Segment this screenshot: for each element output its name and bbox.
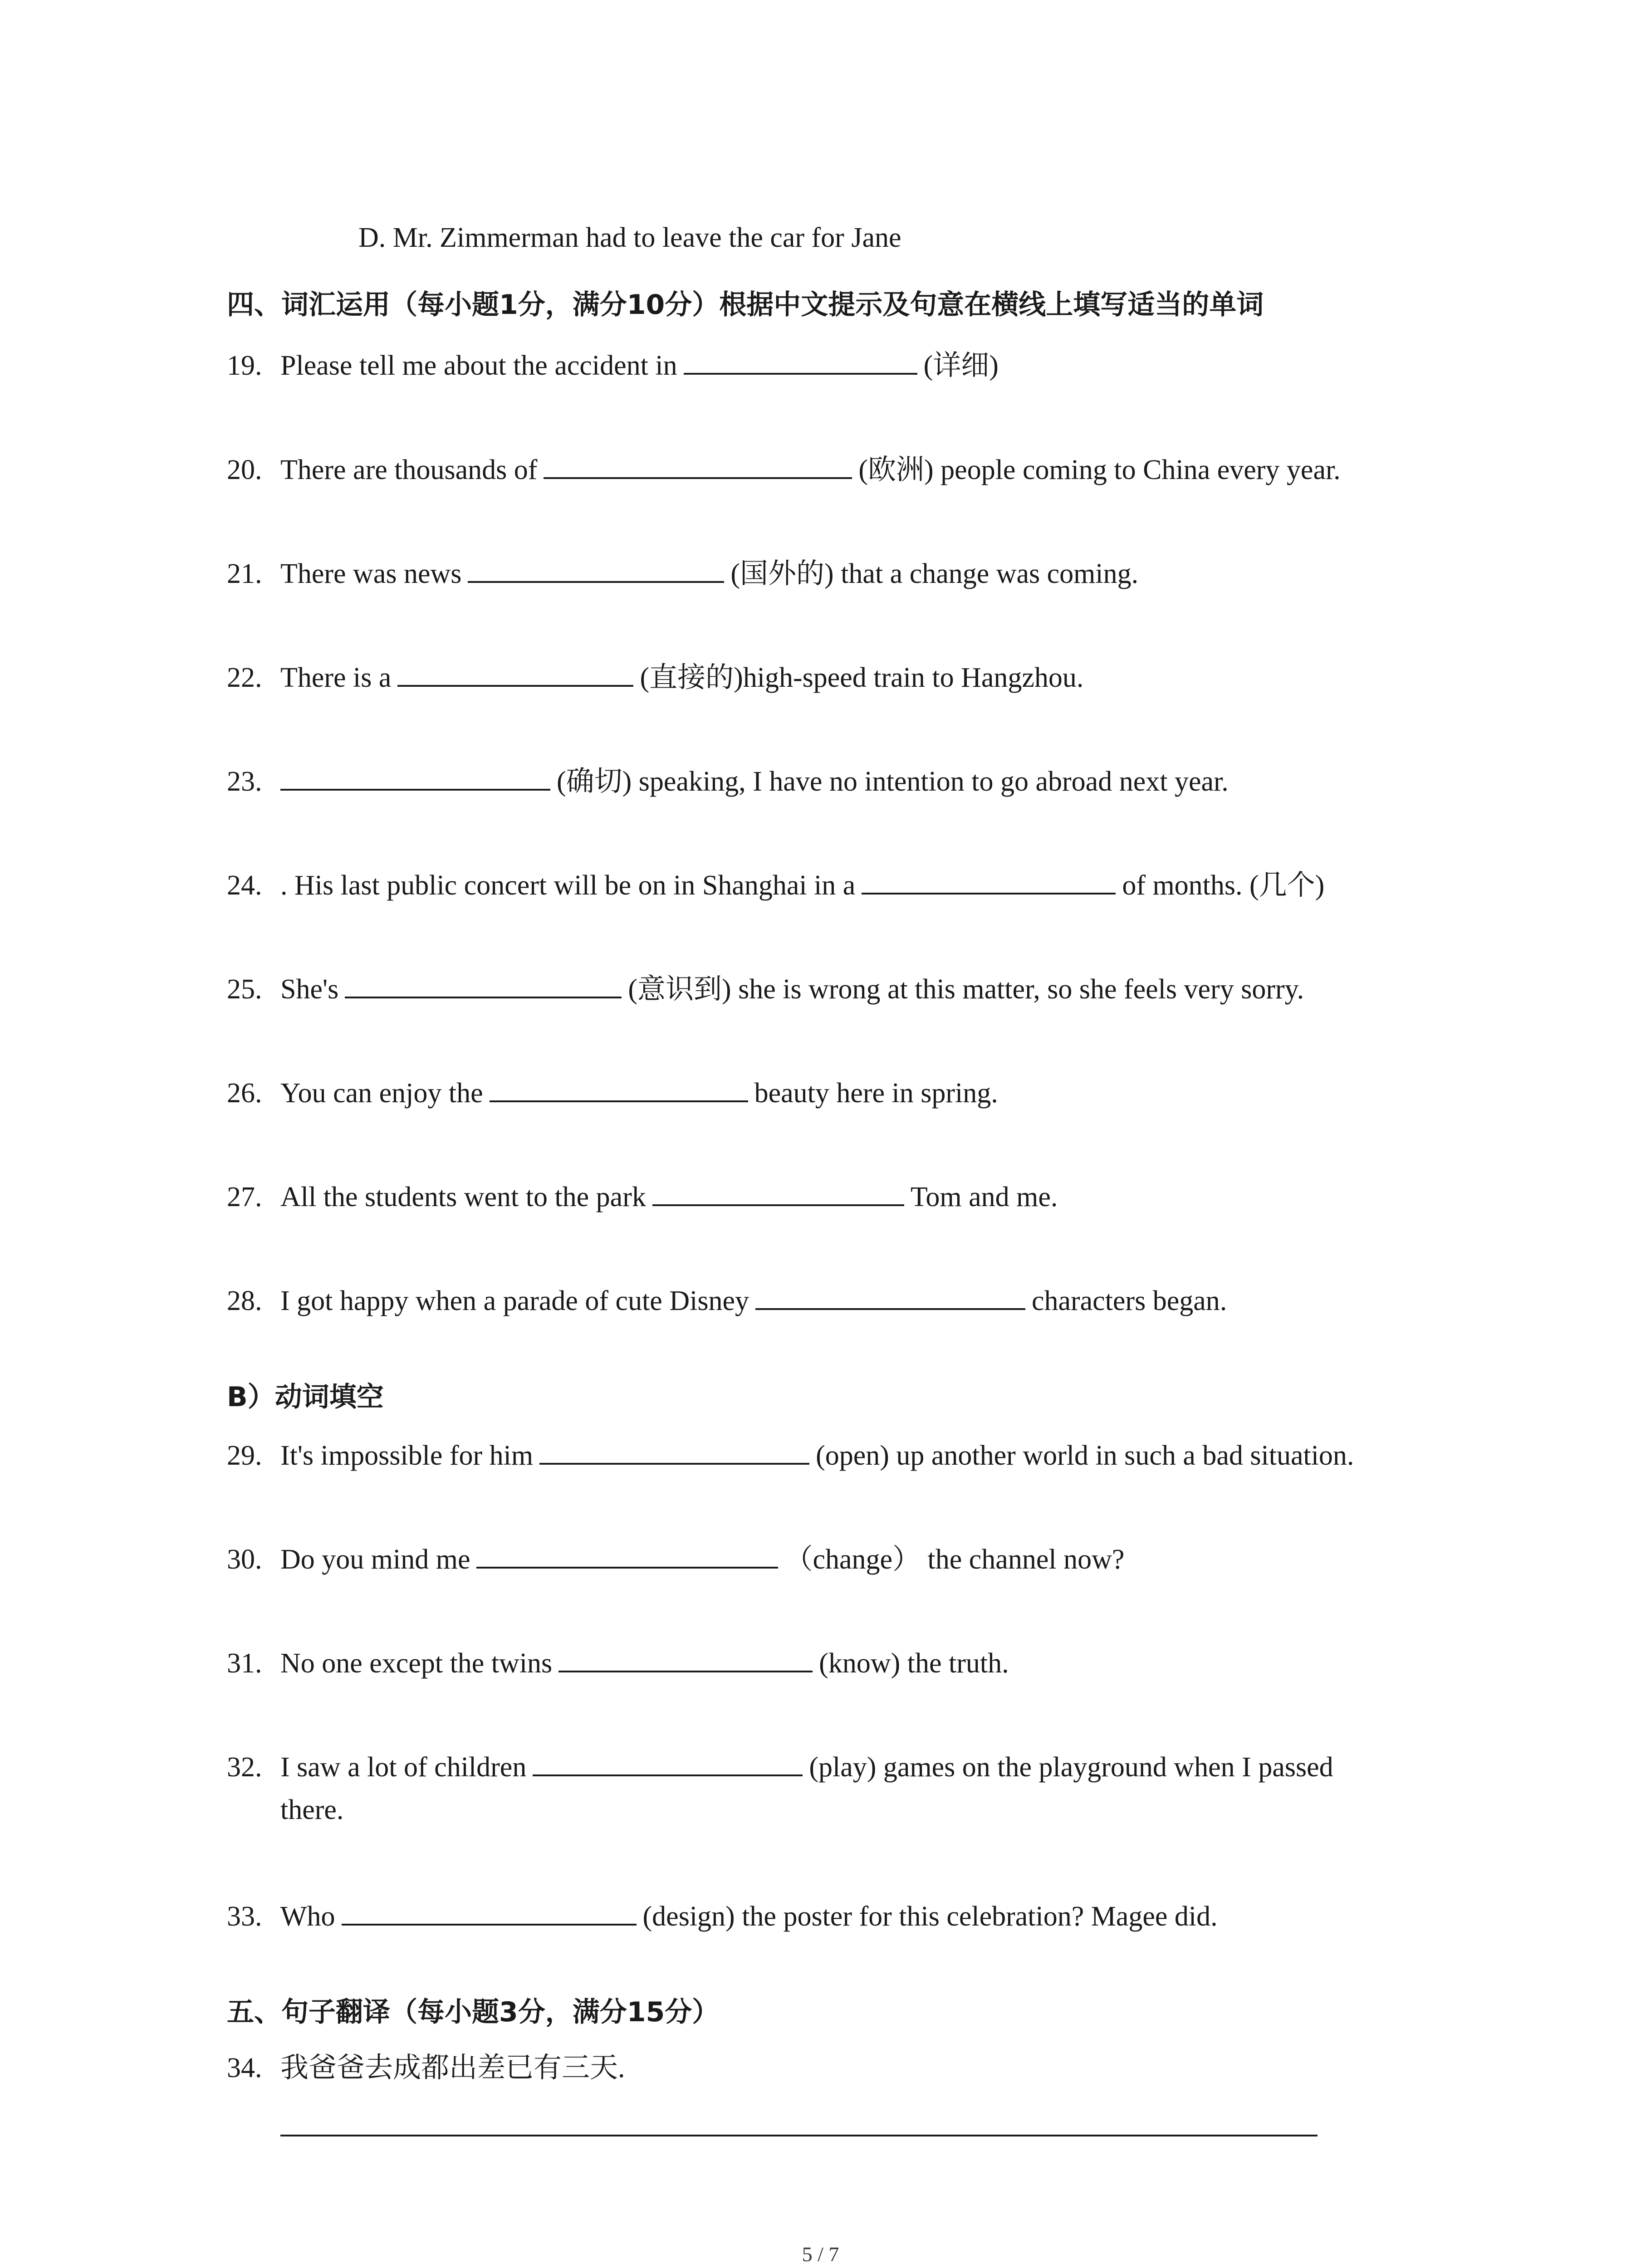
question-text-before: I got happy when a parade of cute Disney bbox=[280, 1286, 749, 1316]
question-text-after: (open) up another world in such a bad situation. bbox=[816, 1440, 1354, 1471]
question-text-after: beauty here in spring. bbox=[754, 1078, 998, 1109]
answer-blank[interactable] bbox=[280, 761, 550, 791]
answer-blank[interactable] bbox=[397, 657, 633, 687]
question-number: 34. bbox=[227, 2053, 262, 2083]
question-text-after: (欧洲) people coming to China every year. bbox=[858, 455, 1341, 485]
question-text-after: (直接的)high-speed train to Hangzhou. bbox=[640, 662, 1084, 693]
answer-blank[interactable] bbox=[468, 553, 724, 583]
answer-blank[interactable] bbox=[490, 1072, 748, 1102]
question-30 bbox=[227, 1539, 1124, 1578]
question-text-before: Do you mind me bbox=[280, 1544, 470, 1575]
question-number: 20. bbox=[227, 455, 262, 485]
question-number: 23. bbox=[227, 766, 262, 797]
question-number: 25. bbox=[227, 974, 262, 1005]
translation-answer-line[interactable] bbox=[280, 2135, 1318, 2136]
question-text: 我爸爸去成都出差已有三天. bbox=[280, 2053, 625, 2083]
question-23 bbox=[227, 761, 1229, 800]
question-text-after: （change） the channel now? bbox=[784, 1544, 1125, 1575]
question-number: 28. bbox=[227, 1286, 262, 1316]
question-text-before: You can enjoy the bbox=[280, 1078, 483, 1109]
question-18-option-d: D. Mr. Zimmerman had to leave the car for Jane bbox=[358, 222, 901, 253]
question-text-after: (意识到) she is wrong at this matter, so she feels very sorry. bbox=[628, 974, 1304, 1005]
answer-blank[interactable] bbox=[862, 865, 1116, 894]
question-29 bbox=[227, 1435, 1354, 1474]
question-text-before: There are thousands of bbox=[280, 455, 538, 485]
question-text-after: (know) the truth. bbox=[819, 1648, 1009, 1679]
question-number: 21. bbox=[227, 558, 262, 589]
question-text-after: characters began. bbox=[1031, 1286, 1227, 1316]
question-text-before: There is a bbox=[280, 662, 392, 693]
question-text-before: It's impossible for him bbox=[280, 1440, 534, 1471]
question-text-before: All the students went to the park bbox=[280, 1182, 646, 1212]
question-text-after: (国外的) that a change was coming. bbox=[730, 558, 1139, 589]
question-number: 27. bbox=[227, 1182, 262, 1212]
question-32-continuation: there. bbox=[280, 1794, 344, 1825]
question-text-before: Who bbox=[280, 1901, 335, 1932]
question-text-after: (play) games on the playground when I passed bbox=[809, 1752, 1333, 1783]
question-number: 22. bbox=[227, 662, 262, 693]
question-26 bbox=[227, 1072, 998, 1111]
question-text-after: (确切) speaking, I have no intention to go abroad next year. bbox=[557, 766, 1229, 797]
question-number: 19. bbox=[227, 350, 262, 381]
question-19 bbox=[227, 345, 999, 384]
answer-blank[interactable] bbox=[755, 1280, 1025, 1310]
question-number: 31. bbox=[227, 1648, 262, 1679]
question-25 bbox=[227, 968, 1304, 1007]
question-20 bbox=[227, 449, 1341, 488]
question-number: 26. bbox=[227, 1078, 262, 1109]
question-text-after: (design) the poster for this celebration? Magee did. bbox=[642, 1901, 1218, 1932]
question-text-before: There was news bbox=[280, 558, 462, 589]
question-21 bbox=[227, 553, 1138, 592]
answer-blank[interactable] bbox=[558, 1642, 813, 1672]
answer-blank[interactable] bbox=[544, 449, 852, 479]
question-28 bbox=[227, 1280, 1227, 1319]
question-27 bbox=[227, 1176, 1058, 1215]
answer-blank[interactable] bbox=[476, 1539, 778, 1569]
section-b-heading: B）动词填空 bbox=[227, 1381, 384, 1413]
question-34 bbox=[227, 2050, 625, 2086]
question-text-before: . His last public concert will be on in Shanghai in a bbox=[280, 870, 856, 901]
answer-blank[interactable] bbox=[539, 1435, 809, 1465]
answer-blank[interactable] bbox=[342, 1896, 637, 1926]
answer-blank[interactable] bbox=[684, 345, 917, 375]
answer-blank[interactable] bbox=[652, 1176, 904, 1206]
question-number: 32. bbox=[227, 1752, 262, 1783]
question-number: 30. bbox=[227, 1544, 262, 1575]
section-5-heading: 五、句子翻译（每小题3分，满分15分） bbox=[227, 1996, 720, 2028]
question-24 bbox=[227, 865, 1324, 904]
question-text-after: of months. (几个) bbox=[1122, 870, 1325, 901]
answer-blank[interactable] bbox=[533, 1746, 803, 1776]
question-number: 29. bbox=[227, 1440, 262, 1471]
question-text-before: No one except the twins bbox=[280, 1648, 553, 1679]
question-text-before: I saw a lot of children bbox=[280, 1752, 527, 1783]
question-text-after: (详细) bbox=[923, 350, 999, 381]
question-32 bbox=[227, 1746, 1333, 1785]
question-text-before: Please tell me about the accident in bbox=[280, 350, 677, 381]
question-number: 33. bbox=[227, 1901, 262, 1932]
question-31 bbox=[227, 1642, 1009, 1681]
section-4-heading: 四、词汇运用（每小题1分，满分10分）根据中文提示及句意在横线上填写适当的单词 bbox=[227, 289, 1264, 321]
answer-blank[interactable] bbox=[345, 968, 622, 998]
page-number: 5 / 7 bbox=[802, 2243, 839, 2266]
question-number: 24. bbox=[227, 870, 262, 901]
question-text-before: She's bbox=[280, 974, 339, 1005]
question-text-after: Tom and me. bbox=[910, 1182, 1058, 1212]
question-33 bbox=[227, 1896, 1218, 1935]
question-22 bbox=[227, 657, 1083, 696]
